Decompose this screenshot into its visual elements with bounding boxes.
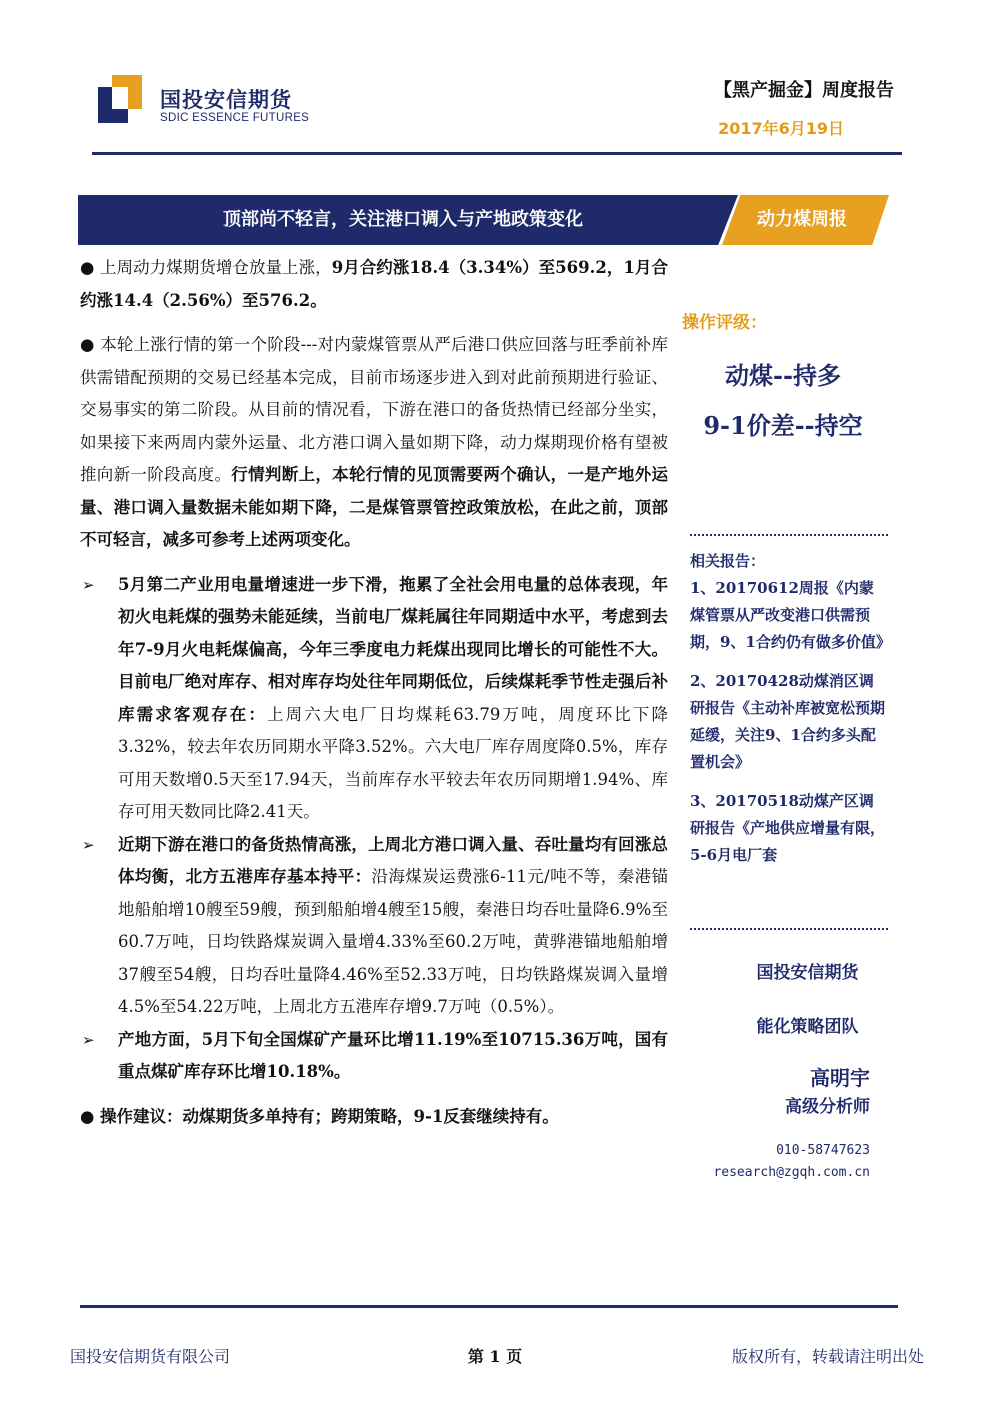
related-divider-bottom bbox=[690, 928, 888, 930]
summary-paragraph-1: ● 上周动力煤期货增仓放量上涨，9月合约涨18.4（3.34%）至569.2，1月合约涨14.4（2.56%）至576.2。 bbox=[80, 252, 668, 317]
arrow-icon: ➢ bbox=[82, 575, 95, 594]
page-number: 第 1 页 bbox=[467, 1347, 523, 1366]
report-series: 【黑产掘金】周度报告 bbox=[714, 80, 894, 101]
brand-name-cn: 国投安信期货 bbox=[160, 88, 292, 112]
sidebar-company: 国投安信期货 bbox=[756, 963, 859, 983]
header-divider bbox=[92, 152, 902, 155]
related-report-2[interactable]: 2、20170428动煤消区调研报告《主动补库被宽松预期延缓，关注9、1合约多头配置机会》 bbox=[690, 672, 886, 771]
trading-advice: ● 操作建议：动煤期货多单持有；跨期策略，9-1反套继续持有。 bbox=[80, 1101, 668, 1134]
footer-copyright: 版权所有，转载请注明出处 bbox=[731, 1347, 924, 1366]
sidebar-team: 能化策略团队 bbox=[756, 1017, 859, 1037]
point-power-consumption: ➢ 5月第二产业用电量增速进一步下滑，拖累了全社会用电量的总体表现，年初火电耗煤的强势未能延续，当前电厂煤耗属往年同期适中水平，考虑到去年7-9月火电耗煤偏高，今年三季度电力耗煤出现同比增长的可能性不大。目前电厂绝对库存、相对库存均处往年同期低位，后续煤耗季节性走强后补库需求客观存在：上周六大电厂日均煤耗63.79万吨，周度环比下降3.32%，较去年农历同期水平降3.52%。六大电厂库存周度降0.5%，库存可用天数增0.5天至17.94天，当前库存水平较去年农历同期增1.94%、库存可用天数同比降2.41天。 bbox=[80, 569, 668, 829]
arrow-icon: ➢ bbox=[82, 835, 95, 854]
analyst-title: 高级分析师 bbox=[785, 1097, 870, 1117]
point-port-inventory: ➢ 近期下游在港口的备货热情高涨，上周北方港口调入量、吞吐量均有回涨总体均衡，北方五港库存基本持平：沿海煤炭运费涨6-11元/吨不等，秦港锚地船舶增10艘至59艘，预到船舶增4艘至15艘，秦港日均吞吐量降6.9%至60.7万吨，日均铁路煤炭调入量增4.33%至60.2万吨，黄骅港锚地船舶增37艘至54艘，日均吞吐量降4.46%至52.33万吨，日均铁路煤炭调入量增4.5%至54.22万吨，上周北方五港库存增9.7万吨（0.5%）。 bbox=[80, 829, 668, 1024]
company-logo-icon bbox=[98, 75, 142, 123]
main-content bbox=[80, 252, 668, 1145]
footer-divider bbox=[80, 1305, 898, 1308]
bullet-icon: ● bbox=[80, 258, 95, 277]
rating-spread: 9-1价差--持空 bbox=[703, 411, 863, 440]
rating-label: 操作评级： bbox=[682, 313, 767, 333]
related-report-1[interactable]: 1、20170612周报《内蒙煤管票从严改变港口供需预期，9、1合约仍有做多价值》 bbox=[690, 579, 891, 651]
bullet-icon: ● bbox=[80, 335, 95, 354]
contact-email[interactable]: research@zgqh.com.cn bbox=[713, 1165, 870, 1180]
report-category: 动力煤周报 bbox=[757, 209, 847, 230]
arrow-icon: ➢ bbox=[82, 1030, 95, 1049]
analyst-name: 高明宇 bbox=[810, 1066, 870, 1090]
related-reports bbox=[690, 548, 891, 881]
point-production: ➢ 产地方面，5月下旬全国煤矿产量环比增11.19%至10715.36万吨，国有重点煤矿库存环比增10.18%。 bbox=[80, 1024, 668, 1089]
footer-company: 国投安信期货有限公司 bbox=[70, 1347, 231, 1366]
contact-phone: 010-58747623 bbox=[776, 1143, 870, 1158]
related-report-3[interactable]: 3、20170518动煤产区调研报告《产地供应增量有限，5-6月电厂套 bbox=[690, 792, 886, 864]
rating-coal: 动煤--持多 bbox=[725, 361, 841, 390]
report-title: 顶部尚不轻言，关注港口调入与产地政策变化 bbox=[223, 209, 583, 230]
related-title: 相关报告： bbox=[690, 552, 766, 570]
bullet-icon: ● bbox=[80, 1106, 95, 1126]
related-divider-top bbox=[690, 534, 888, 536]
summary-paragraph-2: ● 本轮上涨行情的第一个阶段---对内蒙煤管票从严后港口供应回落与旺季前补库供需错配预期的交易已经基本完成，目前市场逐步进入到对此前预期进行验证、交易事实的第二阶段。从目前的情况看，下游在港口的备货热情已经部分坐实，如果接下来两周内蒙外运量、北方港口调入量如期下降，动力煤期现价格有望被推向新一阶段高度。行情判断上，本轮行情的见顶需要两个确认，一是产地外运量、港口调入量数据未能如期下降，二是煤管票管控政策放松，在此之前，顶部不可轻言，减多可参考上述两项变化。 bbox=[80, 329, 668, 557]
report-date: 2017年6月19日 bbox=[718, 119, 844, 138]
brand-name-en: SDIC ESSENCE FUTURES bbox=[160, 112, 310, 124]
